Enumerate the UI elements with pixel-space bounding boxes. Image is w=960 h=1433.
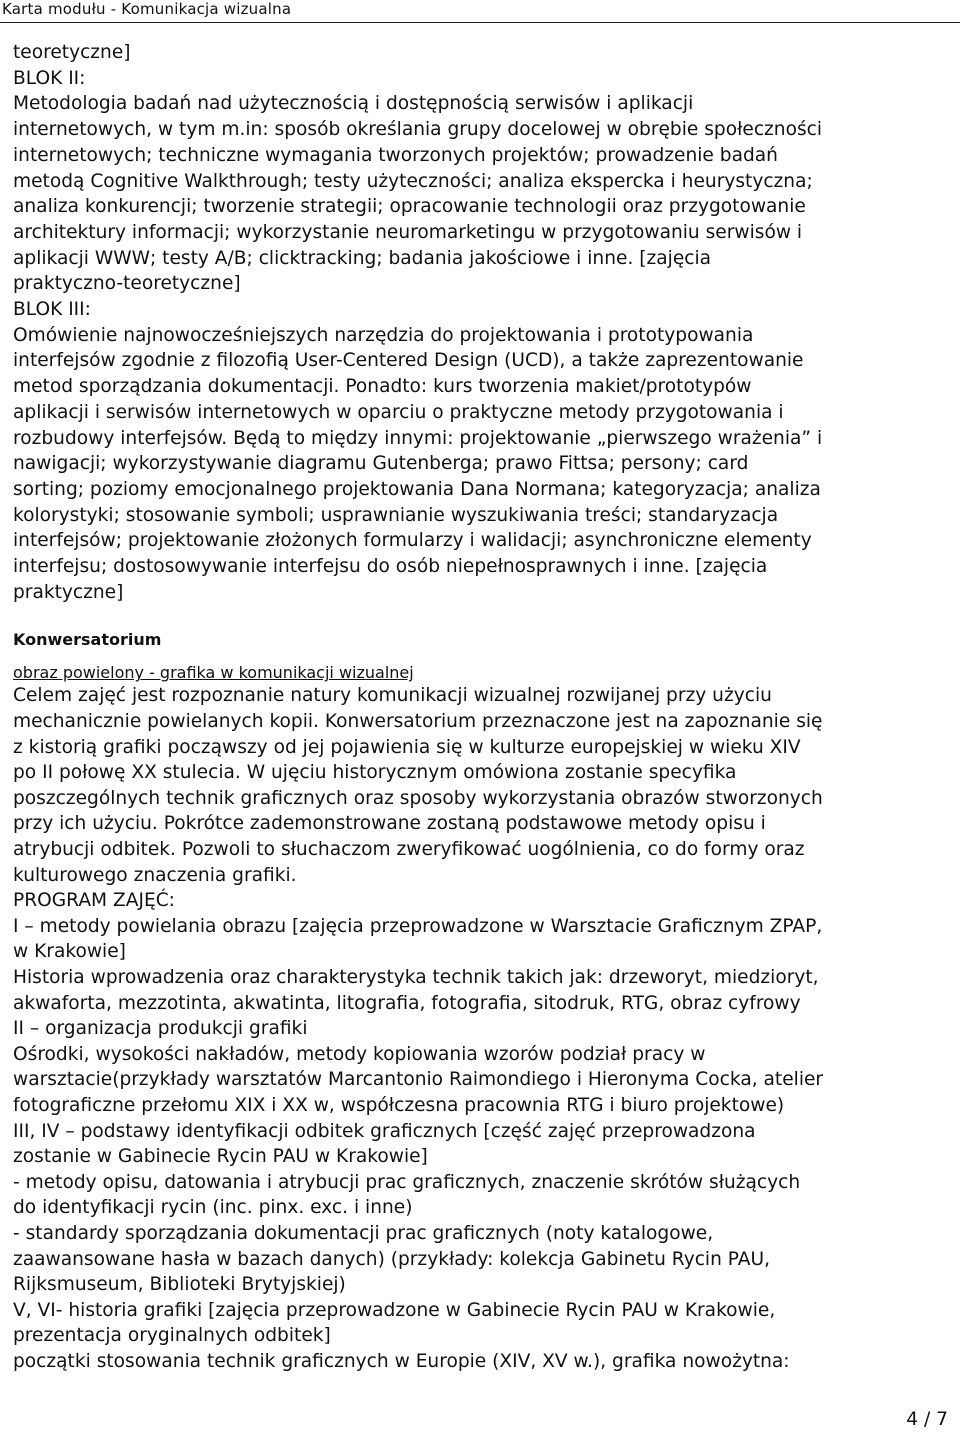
section-heading: Konwersatorium — [13, 630, 162, 650]
module-program-text: teoretyczne] BLOK II: Metodologia badań nad użytecznością i dostępnością serwisów i aplikacji internetowych, w tym m.in: sposób określania grupy docelowej w obrębie społeczności internetowych; techniczne wymagania tworzonych projektów; prowadzenie badań metodą Cognitive Walkthrough; testy użyteczności; analiza ekspercka i heurystyczna; analiza konkurencji; tworzenie strategii; opracowanie technologii oraz przygotowanie architektury informacji; wykorzystanie neuromarketingu w przygotowaniu serwisów i aplikacji WWW; testy A/B; clicktracking; badania jakościowe i inne. [zajęcia praktyczno-teoretyczne] BLOK III: Omówienie najnowocześniejszych narzędzia do projektowania i prototypowania interfejsów zgodnie z filozofią User-Centered Design (UCD), a także zaprezentowanie metod sporządzania dokumentacji. Ponadto: kurs tworzenia makiet/prototypów aplikacji i serwisów internetowych w oparciu o praktyczne metody przygotowania i rozbudowy interfejsów. Będą to między innymi: projektowanie „pierwszego wrażenia” i nawigacji; wykorzystywanie diagramu Gutenberga; prawo Fittsa; persony; card sorting; poziomy emocjonalnego projektowania Dana Normana; kategoryzacja; analiza kolorystyki; stosowanie symboli; usprawnianie wyszukiwania treści; standaryzacja interfejsów; projektowanie złożonych formularzy i walidacji; asynchroniczne elementy interfejsu; dostosowywanie interfejsu do osób niepełnosprawnych i inne. [zajęcia praktyczne] — [13, 42, 823, 603]
document-title: Karta modułu - Komunikacja wizualna — [2, 0, 292, 18]
document-body — [13, 40, 948, 1375]
subject-link[interactable]: obraz powielony - grafika w komunikacji wizualnej — [13, 663, 414, 683]
page-number: 4 / 7 — [906, 1409, 948, 1430]
course-description-text: Celem zajęć jest rozpoznanie natury komunikacji wizualnej rozwijanej przy użyciu mechanicznie powielanych kopii. Konwersatorium przeznaczone jest na zapoznanie się z kistorią grafiki począwszy od jej pojawienia się w kulturze europejskiej w wieku XIV po II połowę XX stulecia. W ujęciu historycznym omówiona zostanie specyfika poszczególnych technik graficznych oraz sposoby wykorzystania obrazów stworzonych przy ich użyciu. Pokrótce zademonstrowane zostaną podstawowe metody opisu i atrybucji odbitek. Pozwoli to słuchaczom zweryfikować uogólnienia, co do formy oraz kulturowego znaczenia grafiki. PROGRAM ZAJĘĆ: I – metody powielania obrazu [zajęcia przeprowadzone w Warsztacie Graficznym ZPAP, w Krakowie] Historia wprowadzenia oraz charakterystyka technik takich jak: drzeworyt, miedzioryt, akwaforta, mezzotinta, akwatinta, litografia, fotografia, sitodruk, RTG, obraz cyfrowy II – organizacja produkcji grafiki Ośrodki, wysokości nakładów, metody kopiowania wzorów podział pracy w warsztacie(przykłady warsztatów Marcantonio Raimondiego i Hieronyma Cocka, atelier fotograficzne przełomu XIX i XX w, współczesna pracownia RTG i biuro projektowe) III, IV – podstawy identyfikacji odbitek graficznych [część zajęć przeprowadzona zostanie w Gabinecie Rycin PAU w Krakowie] - metody opisu, datowania i atrybucji prac graficznych, znaczenie skrótów służących do identyfikacji rycin (inc. pinx. exc. i inne) - standardy sporządzania dokumentacji prac graficznych (noty katalogowe, zaawansowane hasła w bazach danych) (przykłady: kolekcja Gabinetu Rycin PAU, Rijksmuseum, Biblioteki Brytyjskiej) V, VI- historia grafiki [zajęcia przeprowadzone w Gabinecie Rycin PAU w Krakowie, prezentacja oryginalnych odbitek] początki stosowania technik graficznych w Europie (XIV, XV w.), grafika nowożytna: — [13, 685, 824, 1372]
page-header — [0, 0, 960, 23]
